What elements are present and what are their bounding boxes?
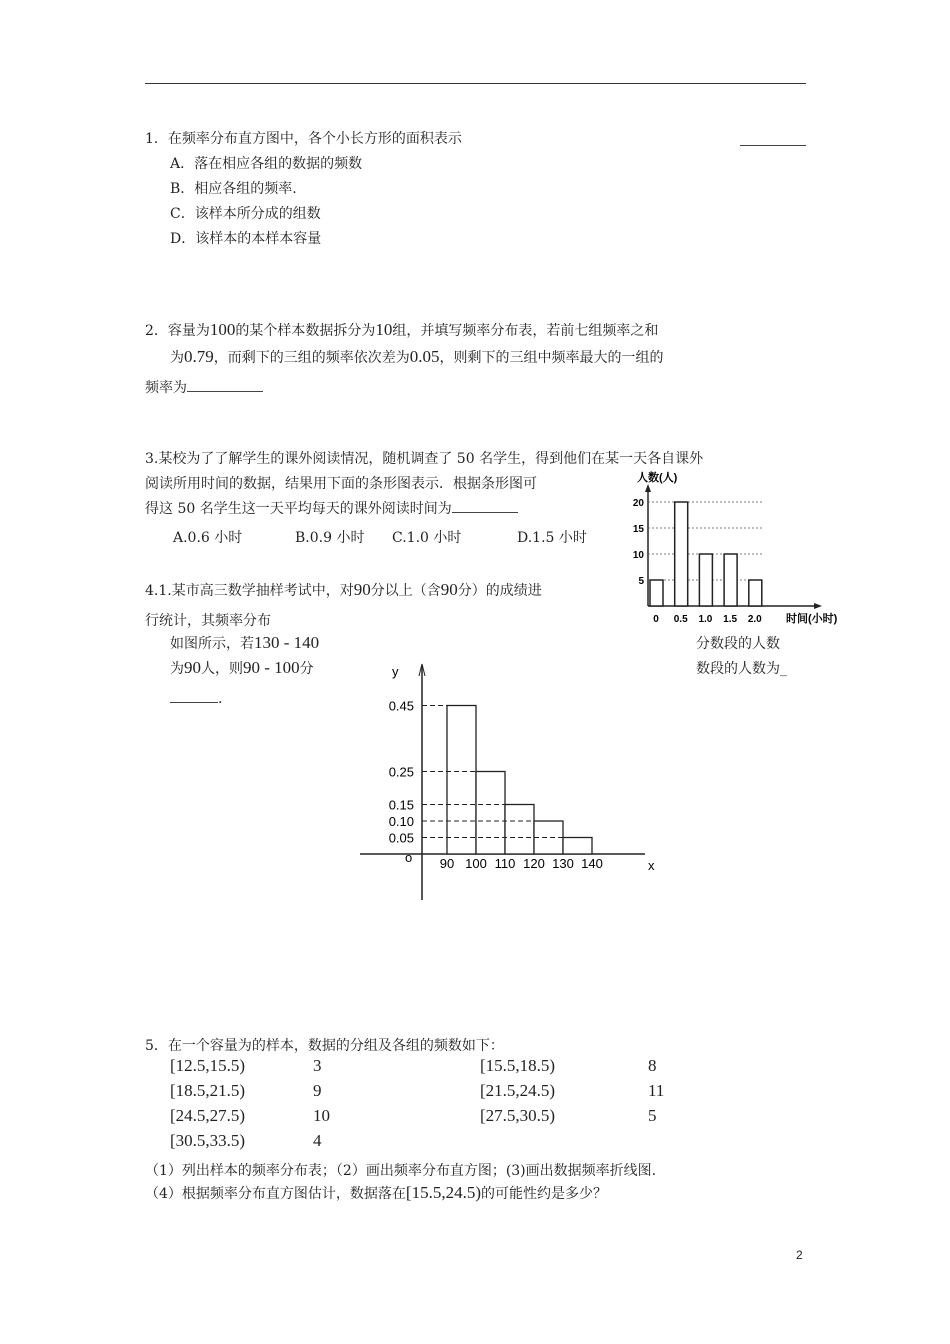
- page-number: 2: [796, 1248, 803, 1262]
- q5-stem: 5．在一个容量为的样本，数据的分组及各组的频数如下：: [145, 1038, 504, 1054]
- group-frequency: 4: [313, 1131, 322, 1150]
- q2-line1: 2．容量为100的某个样本数据拆分为10组，并填写频率分布表，若前七组频率之和: [145, 320, 659, 339]
- y-tick-label: 5: [638, 576, 644, 587]
- x-tick-label: 100: [465, 856, 487, 871]
- y-tick-label: 0.45: [388, 698, 414, 714]
- q4-right1: 分数段的人数: [696, 636, 780, 652]
- group-interval: [27.5,30.5): [480, 1106, 556, 1125]
- group-frequency: 10: [313, 1106, 330, 1125]
- q5-part2: （4）根据频率分布直方图估计，数据落在[15.5,24.5)的可能性约是多少？: [145, 1183, 607, 1202]
- group-interval: [15.5,18.5): [480, 1056, 556, 1075]
- x-tick-label: 140: [581, 856, 603, 871]
- y-axis-label: y: [392, 664, 399, 679]
- x-tick-label: 120: [523, 856, 545, 871]
- q4-right2: 数段的人数为_: [696, 661, 787, 677]
- group-frequency: 5: [648, 1106, 657, 1125]
- x-tick-label: 130: [552, 856, 574, 871]
- bar: [675, 502, 688, 606]
- q3-line2: 阅读所用时间的数据，结果用下面的条形图表示．根据条形图可: [145, 476, 537, 492]
- bar: [650, 580, 663, 606]
- x-axis-title: 时间(小时): [786, 613, 838, 625]
- histogram-bar: [505, 805, 534, 855]
- group-frequency: 11: [648, 1081, 665, 1100]
- group-frequency: 3: [313, 1056, 322, 1075]
- group-interval: [12.5,15.5): [170, 1056, 246, 1075]
- y-tick-label: 10: [632, 550, 644, 561]
- histogram-bar: [476, 772, 505, 855]
- q1-option-a: A．落在相应各组的数据的频数: [170, 156, 363, 172]
- group-interval: [21.5,24.5): [480, 1081, 556, 1100]
- group-frequency: 8: [648, 1056, 657, 1075]
- y-tick-label: 0.15: [388, 797, 414, 813]
- group-interval: [30.5,33.5): [170, 1131, 246, 1150]
- x-tick-label: 0: [653, 614, 659, 625]
- x-axis-arrow: [814, 603, 822, 609]
- group-interval: [24.5,27.5): [170, 1106, 246, 1125]
- histogram-bar: [563, 838, 592, 855]
- y-axis-arrow: [645, 484, 651, 492]
- bar: [699, 554, 712, 606]
- x-tick-label: 90: [439, 856, 455, 871]
- q1-option-c: C．该样本所分成的组数: [170, 206, 321, 222]
- q3-option-c: C.1.0 小时: [392, 530, 462, 546]
- x-tick-label: 2.0: [747, 614, 762, 625]
- y-axis-title: 人数(人): [637, 472, 678, 484]
- q1-option-d: D．该样本的本样本容量: [170, 231, 322, 247]
- y-tick-label: 15: [632, 524, 644, 535]
- q3-option-b: B.0.9 小时: [295, 530, 365, 546]
- q4-blank-line: .: [170, 690, 222, 707]
- q3-line3: 得这 50 名学生这一天平均每天的课外阅读时间为: [145, 498, 518, 518]
- q4-line4: 为90人，则90 - 100分: [170, 658, 314, 677]
- bar: [724, 554, 737, 606]
- group-frequency: 9: [313, 1081, 322, 1100]
- q5-part1: （1）列出样本的频率分布表；（2）画出频率分布直方图；(3)画出数据频率折线图.: [145, 1163, 657, 1179]
- q3-option-d: D.1.5 小时: [517, 530, 587, 546]
- q1-stem: 1．在频率分布直方图中，各个小长方形的面积表示: [145, 131, 462, 147]
- q3-line1: 3.某校为了了解学生的课外阅读情况，随机调查了 50 名学生，得到他们在某一天各自课外: [145, 451, 704, 467]
- q3-option-a: A.0.6 小时: [173, 530, 243, 546]
- q4-line2: 行统计，其频率分布: [145, 613, 271, 629]
- q4-line1: 4.1.某市高三数学抽样考试中，对90分以上（含90分）的成绩进: [145, 580, 542, 599]
- y-tick-label: 20: [632, 498, 644, 509]
- x-tick-label: 110: [494, 856, 516, 871]
- y-tick-label: 0.05: [388, 830, 414, 846]
- q4-line3: 如图所示，若130 - 140: [170, 633, 320, 652]
- q2-line2: 为0.79，而剩下的三组的频率依次差为0.05，则剩下的三组中频率最大的一组的: [170, 347, 664, 366]
- x-axis-label: x: [648, 858, 655, 873]
- bar: [749, 580, 762, 606]
- x-tick-label: 1.0: [698, 614, 713, 625]
- histogram-bar: [447, 706, 476, 855]
- x-tick-label: 1.5: [723, 614, 738, 625]
- q2-line3: 频率为: [145, 377, 263, 397]
- y-tick-label: 0.10: [388, 814, 414, 829]
- x-tick-label: 0.5: [673, 614, 688, 625]
- y-tick-label: 0.25: [388, 764, 414, 780]
- origin-label: o: [405, 850, 413, 865]
- q1-option-b: B．相应各组的频率.: [170, 181, 297, 197]
- group-interval: [18.5,21.5): [170, 1081, 246, 1100]
